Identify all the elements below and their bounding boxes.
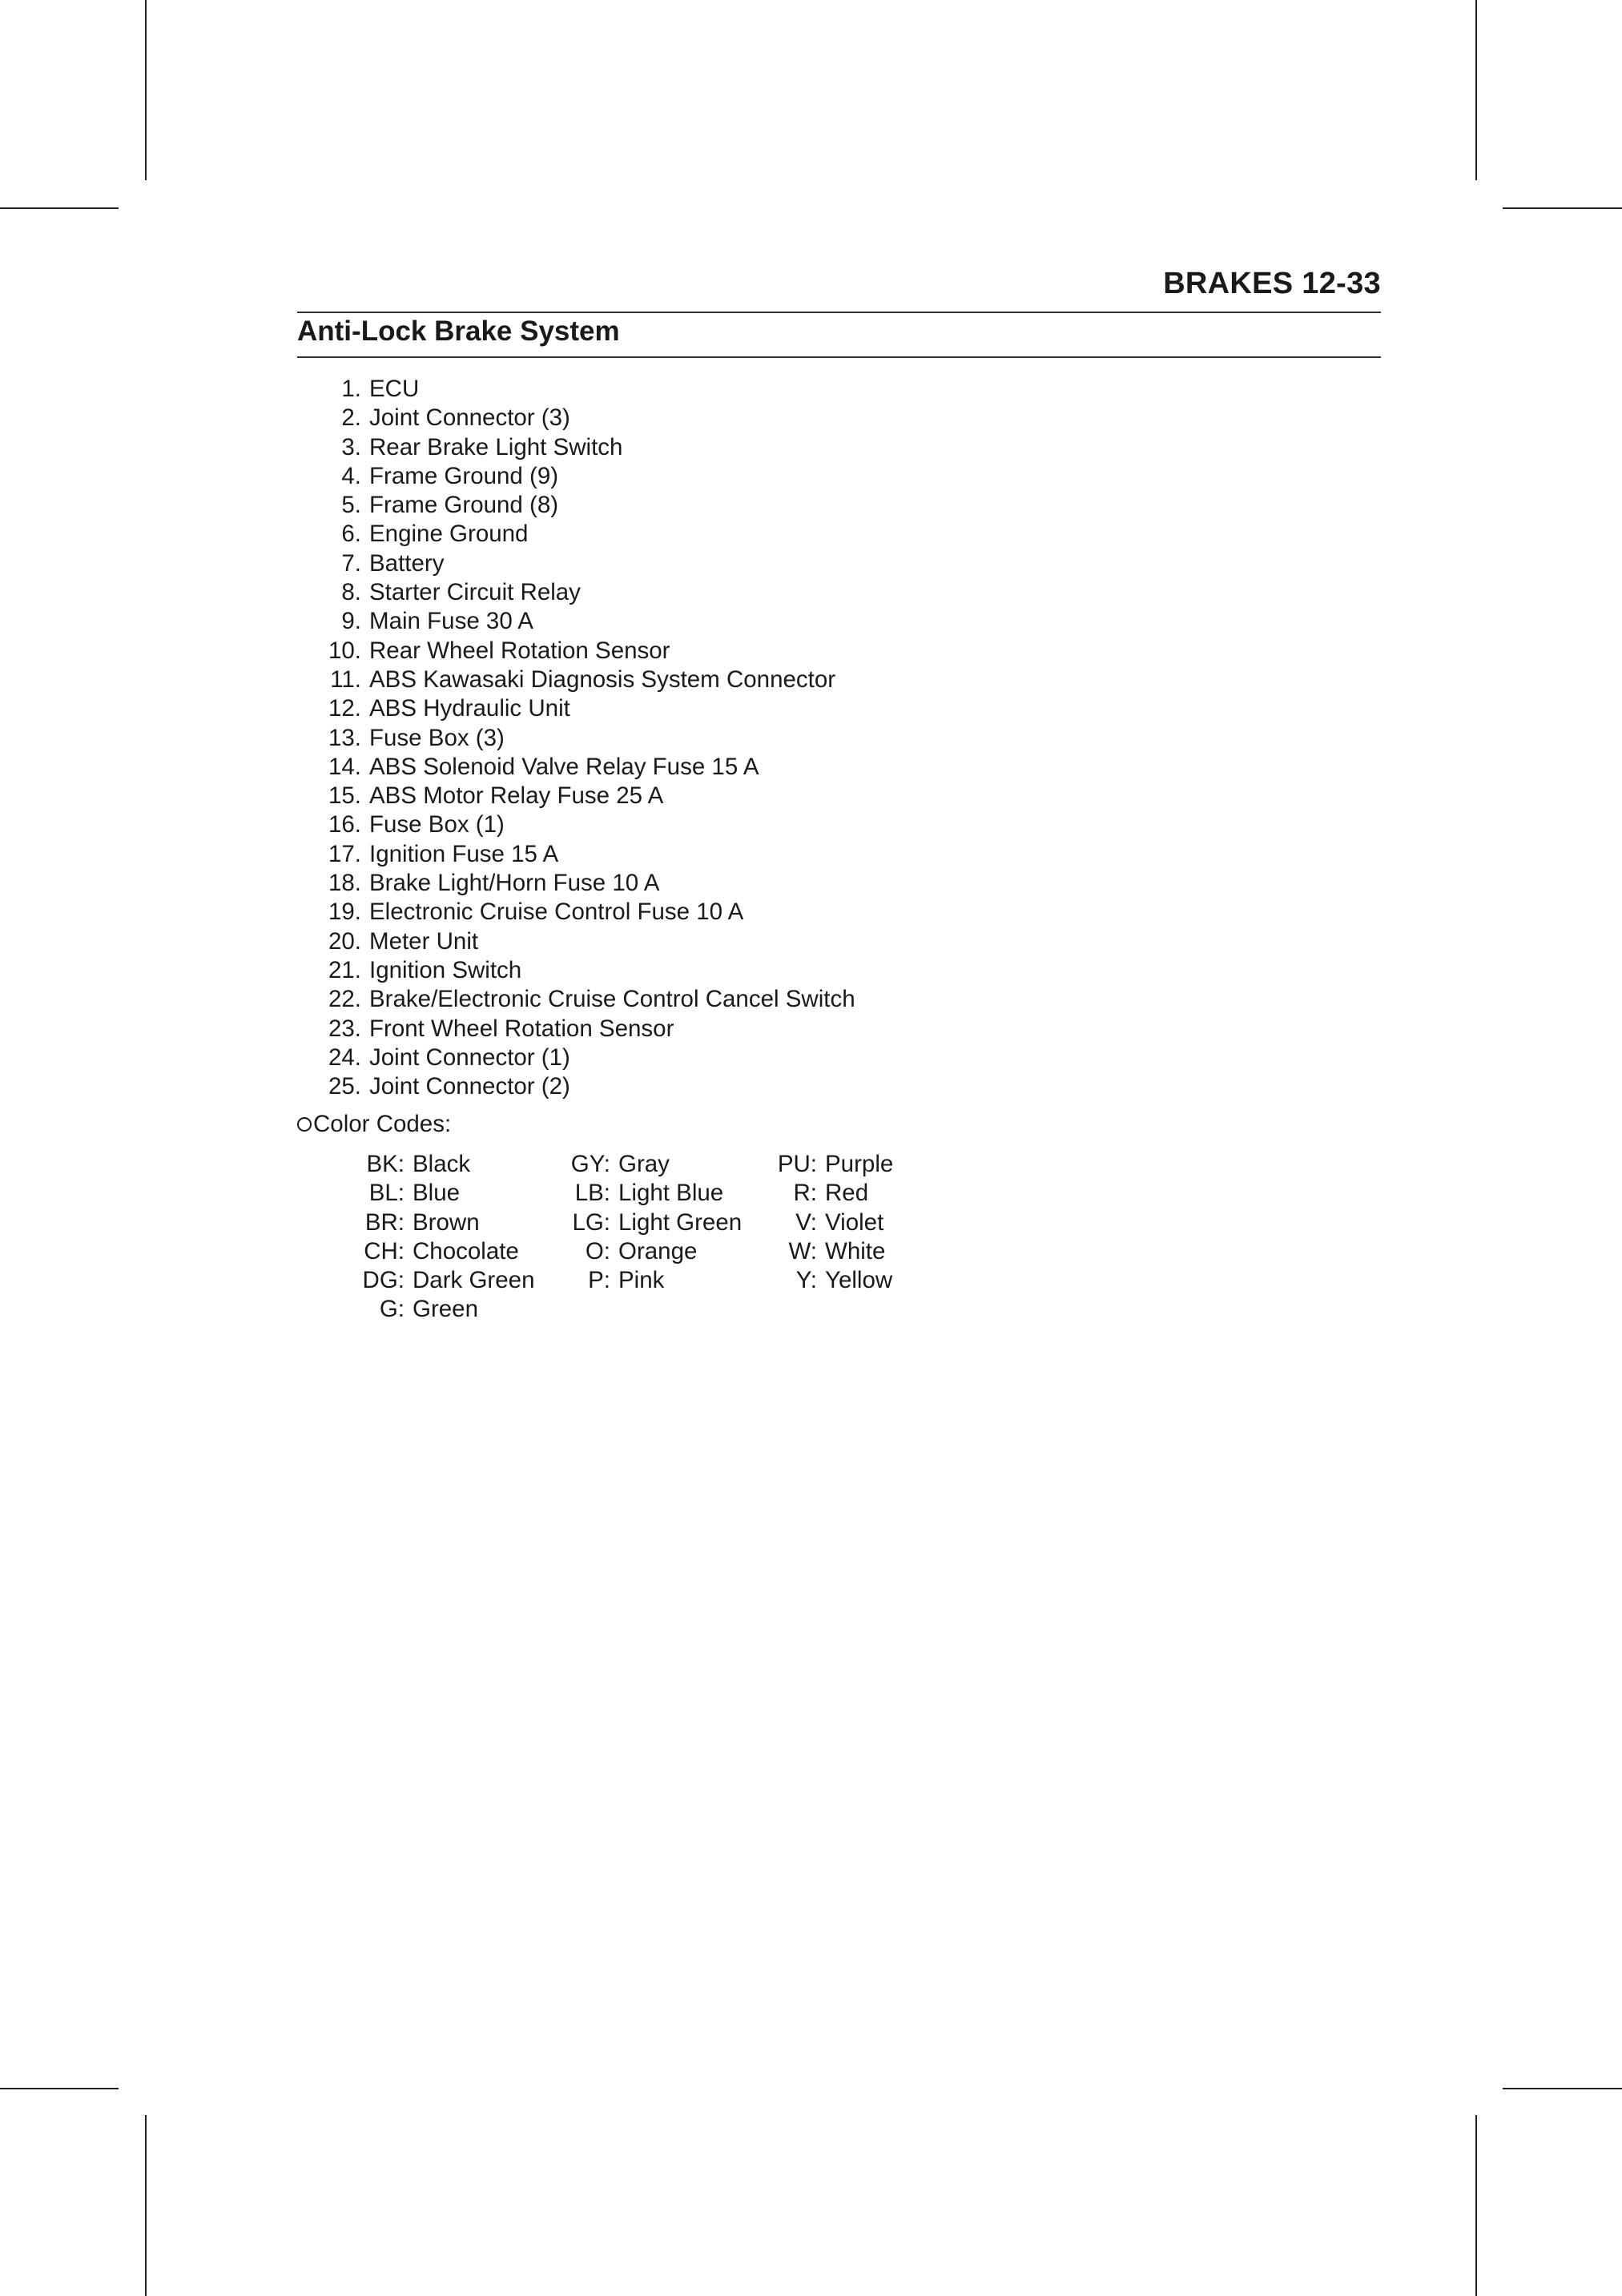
list-item-number: 18. xyxy=(328,870,361,897)
color-code-entry xyxy=(713,1266,893,1295)
color-code-entry xyxy=(713,1237,893,1266)
parts-list xyxy=(297,375,855,1101)
list-item-number: 9. xyxy=(341,608,361,635)
list-item xyxy=(297,724,855,753)
color-code-name: Pink xyxy=(618,1267,665,1294)
list-item-number: 23. xyxy=(328,1015,361,1042)
color-codes-column-2 xyxy=(505,1150,742,1295)
list-item-text: Frame Ground (9) xyxy=(369,462,559,489)
crop-mark xyxy=(1503,207,1622,209)
list-item-number: 11. xyxy=(330,665,361,693)
list-item-number: 6. xyxy=(341,521,361,548)
list-item-text: Fuse Box (1) xyxy=(369,811,505,838)
color-codes-heading xyxy=(297,1110,451,1139)
list-item-text: Frame Ground (8) xyxy=(369,492,559,519)
color-code-name: Green xyxy=(413,1296,478,1323)
color-code-abbr: GY: xyxy=(570,1151,610,1177)
list-item-text: Rear Brake Light Switch xyxy=(369,433,623,460)
list-item xyxy=(297,637,855,665)
color-code-abbr: V: xyxy=(795,1208,817,1236)
section-rule xyxy=(297,356,1381,358)
list-item-number: 20. xyxy=(328,927,361,955)
list-item-text: Ignition Fuse 15 A xyxy=(369,840,559,867)
list-item-text: ABS Solenoid Valve Relay Fuse 15 A xyxy=(369,753,759,780)
color-code-name: Chocolate xyxy=(413,1237,519,1265)
crop-mark xyxy=(1475,2115,1477,2296)
list-item-number: 16. xyxy=(328,811,361,838)
list-item-text: Main Fuse 30 A xyxy=(369,608,533,635)
header-rule xyxy=(297,312,1381,313)
list-item-number: 25. xyxy=(328,1073,361,1100)
color-code-name: Violet xyxy=(825,1208,884,1236)
list-item xyxy=(297,520,855,549)
list-item xyxy=(297,985,855,1014)
list-item xyxy=(297,694,855,723)
crop-mark xyxy=(145,0,147,180)
color-code-entry xyxy=(713,1179,893,1208)
color-codes-label: Color Codes: xyxy=(313,1111,452,1137)
list-item xyxy=(297,1043,855,1072)
list-item-text: Brake/Electronic Cruise Control Cancel Switch xyxy=(369,986,855,1013)
list-item-number: 14. xyxy=(328,753,361,780)
list-item-number: 24. xyxy=(328,1043,361,1071)
list-item-number: 5. xyxy=(341,492,361,519)
color-code-entry xyxy=(297,1266,534,1295)
list-item-number: 17. xyxy=(328,840,361,867)
list-item xyxy=(297,491,855,520)
list-item-text: Starter Circuit Relay xyxy=(369,579,581,606)
color-code-entry xyxy=(297,1295,534,1324)
crop-mark xyxy=(1503,2088,1622,2089)
list-item-number: 7. xyxy=(341,549,361,577)
list-item-text: Joint Connector (1) xyxy=(369,1043,570,1071)
crop-mark xyxy=(1475,0,1477,180)
color-code-entry xyxy=(505,1208,742,1237)
list-item-number: 22. xyxy=(328,986,361,1013)
list-item-number: 15. xyxy=(328,782,361,810)
color-code-name: Purple xyxy=(825,1151,894,1177)
crop-mark xyxy=(0,207,119,209)
page-header-title: BRAKES 12-33 xyxy=(1163,267,1381,300)
color-code-entry xyxy=(505,1237,742,1266)
list-item-number: 21. xyxy=(328,956,361,983)
list-item-text: Electronic Cruise Control Fuse 10 A xyxy=(369,899,744,926)
list-item xyxy=(297,1015,855,1043)
section-title: Anti-Lock Brake System xyxy=(297,316,620,347)
list-item-text: Joint Connector (2) xyxy=(369,1073,570,1100)
circle-bullet-icon xyxy=(297,1117,312,1132)
list-item-number: 3. xyxy=(341,433,361,460)
list-item-number: 1. xyxy=(341,376,361,402)
color-code-abbr: BK: xyxy=(366,1151,404,1177)
color-code-abbr: BL: xyxy=(368,1180,404,1207)
color-code-abbr: G: xyxy=(379,1296,404,1323)
color-code-entry xyxy=(505,1150,742,1179)
color-code-name: Dark Green xyxy=(413,1267,535,1294)
crop-mark xyxy=(145,2115,147,2296)
list-item xyxy=(297,869,855,898)
list-item-number: 4. xyxy=(341,462,361,489)
list-item xyxy=(297,607,855,636)
list-item-text: Engine Ground xyxy=(369,521,529,548)
list-item xyxy=(297,956,855,985)
list-item xyxy=(297,665,855,694)
color-code-abbr: W: xyxy=(788,1237,817,1265)
color-code-abbr: BR: xyxy=(364,1208,404,1236)
list-item-text: Ignition Switch xyxy=(369,956,522,983)
color-code-abbr: LB: xyxy=(574,1180,610,1207)
list-item xyxy=(297,753,855,782)
list-item xyxy=(297,810,855,839)
color-code-entry xyxy=(297,1237,534,1266)
color-code-abbr: O: xyxy=(585,1237,610,1265)
list-item-number: 13. xyxy=(328,724,361,751)
list-item-text: Battery xyxy=(369,549,445,577)
list-item xyxy=(297,549,855,578)
list-item xyxy=(297,433,855,462)
color-code-entry xyxy=(505,1266,742,1295)
list-item xyxy=(297,927,855,956)
list-item xyxy=(297,578,855,607)
list-item-text: Front Wheel Rotation Sensor xyxy=(369,1015,674,1042)
list-item xyxy=(297,375,855,404)
color-code-name: White xyxy=(825,1237,886,1265)
color-code-entry xyxy=(713,1150,893,1179)
color-code-entry xyxy=(297,1150,534,1179)
color-code-abbr: DG: xyxy=(362,1267,404,1294)
color-code-entry xyxy=(297,1208,534,1237)
color-code-name: Black xyxy=(413,1151,471,1177)
list-item-text: Fuse Box (3) xyxy=(369,724,505,751)
color-code-entry xyxy=(713,1208,893,1237)
color-code-name: Yellow xyxy=(825,1267,893,1294)
list-item-number: 2. xyxy=(341,404,361,432)
color-code-name: Red xyxy=(825,1180,869,1207)
list-item-text: Meter Unit xyxy=(369,927,479,955)
color-code-abbr: P: xyxy=(588,1267,610,1294)
list-item xyxy=(297,898,855,927)
color-code-name: Blue xyxy=(413,1180,461,1207)
color-code-name: Light Blue xyxy=(618,1180,724,1207)
crop-mark xyxy=(0,2088,119,2089)
list-item-text: ECU xyxy=(369,376,420,402)
color-code-abbr: Y: xyxy=(795,1267,817,1294)
list-item xyxy=(297,1072,855,1101)
list-item xyxy=(297,782,855,810)
list-item xyxy=(297,404,855,432)
color-code-name: Light Green xyxy=(618,1208,743,1236)
list-item-number: 19. xyxy=(328,899,361,926)
list-item-number: 8. xyxy=(341,579,361,606)
color-code-name: Orange xyxy=(618,1237,698,1265)
list-item-number: 12. xyxy=(328,695,361,722)
color-code-name: Gray xyxy=(618,1151,670,1177)
list-item-text: ABS Hydraulic Unit xyxy=(369,695,570,722)
list-item xyxy=(297,462,855,491)
list-item-text: Rear Wheel Rotation Sensor xyxy=(369,637,670,664)
color-codes-column-1 xyxy=(297,1150,534,1325)
color-code-entry xyxy=(505,1179,742,1208)
list-item-text: Joint Connector (3) xyxy=(369,404,570,432)
color-code-abbr: CH: xyxy=(364,1237,404,1265)
color-code-entry xyxy=(297,1179,534,1208)
color-code-abbr: R: xyxy=(793,1180,817,1207)
list-item xyxy=(297,840,855,869)
list-item-text: Brake Light/Horn Fuse 10 A xyxy=(369,870,660,897)
list-item-text: ABS Motor Relay Fuse 25 A xyxy=(369,782,664,810)
list-item-text: ABS Kawasaki Diagnosis System Connector xyxy=(369,665,836,693)
color-code-name: Brown xyxy=(413,1208,480,1236)
color-code-abbr: PU: xyxy=(777,1151,817,1177)
list-item-number: 10. xyxy=(328,637,361,664)
color-codes-column-3 xyxy=(713,1150,893,1295)
color-code-abbr: LG: xyxy=(572,1208,610,1236)
